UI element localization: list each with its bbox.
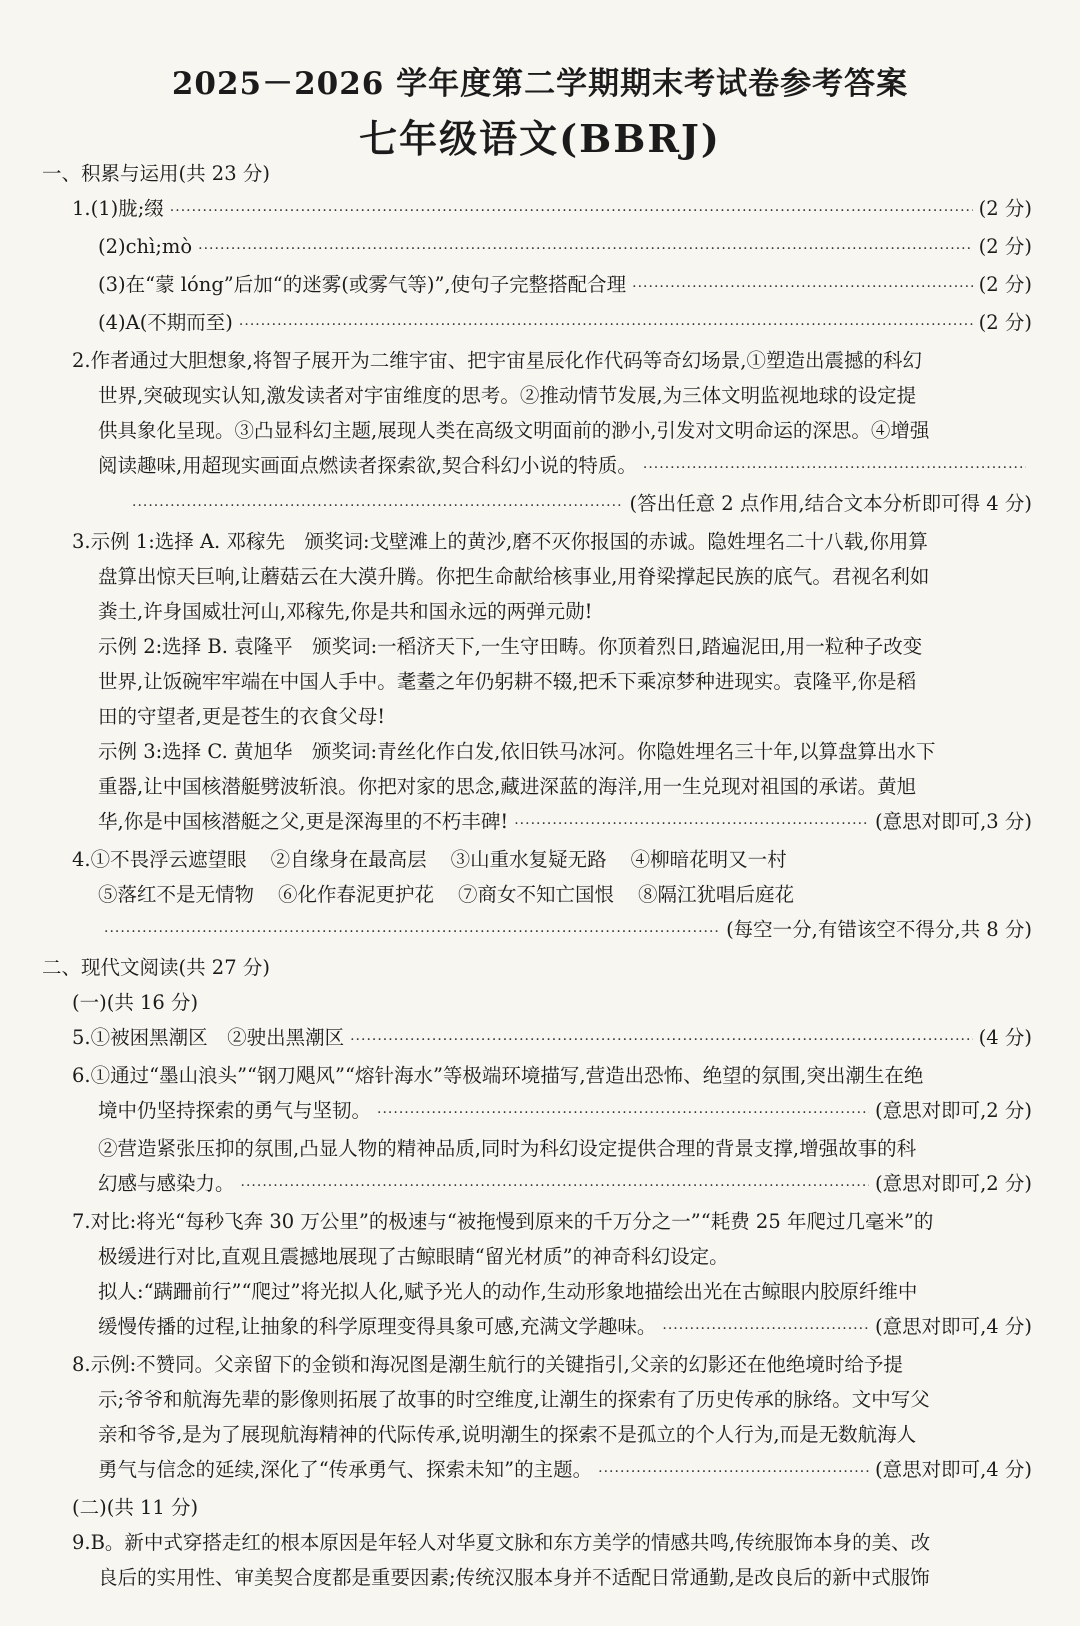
poem-line: ③山重水复疑无路	[450, 848, 607, 871]
poem-line: ⑥化作春泥更护花	[278, 883, 435, 906]
answer-text: 境中仍坚持探索的勇气与坚韧。	[98, 1099, 372, 1122]
answer-line	[98, 1452, 1032, 1490]
answer-line: 示例 3:选择 C. 黄旭华 颁奖词:青丝化作白发,依旧铁马冰河。你隐姓埋名三十年,以算盘算出水下	[98, 740, 936, 763]
part-heading: (二)(共 11 分)	[72, 1496, 199, 1519]
leader-dots	[598, 1455, 869, 1490]
answer-text: (3)在“蒙 lóng”后加“的迷雾(或雾气等)”,使句子完整搭配合理	[98, 273, 627, 296]
answer-line: 拟人:“蹒跚前行”“爬过”将光拟人化,赋予光人的动作,生动形象地描绘出光在古鲸眼内胶原纤维中	[98, 1280, 918, 1303]
answer-line	[98, 877, 1032, 912]
answer-line	[72, 842, 1032, 877]
answer-line: 盘算出惊天巨响,让蘑菇云在大漠升腾。你把生命献给核事业,用脊梁撑起民族的底气。君视名利如	[98, 565, 930, 588]
answer-line: 6.①通过“墨山浪头”“钢刀飓风”“熔针海水”等极端环境描写,营造出恐怖、绝望的氛围,突出潮生在绝	[72, 1064, 924, 1087]
answer-line: 世界,让饭碗牢牢端在中国人手中。耄耋之年仍躬耕不辍,把禾下乘凉梦种进现实。袁隆平,你是稻	[98, 670, 917, 693]
answer-text: 5.①被困黑潮区 ②驶出黑潮区	[72, 1026, 345, 1049]
answer-line: 亲和爷爷,是为了展现航海精神的代际传承,说明潮生的探索不是孤立的个人行为,而是无数航海人	[98, 1423, 917, 1446]
leader-dots	[350, 1023, 973, 1058]
section-heading: 二、现代文阅读(共 27 分)	[42, 956, 270, 979]
poem-line: 4.①不畏浮云遮望眼	[72, 848, 247, 871]
poem-line: ⑧隔江犹唱后庭花	[638, 883, 795, 906]
poem-line: ⑦商女不知亡国恨	[458, 883, 615, 906]
answer-line	[98, 229, 1032, 267]
leader-dots	[198, 232, 973, 267]
answer-line: 8.示例:不赞同。父亲留下的金锁和海况图是潮生航行的关键指引,父亲的幻影还在他绝境时给予提	[72, 1353, 903, 1376]
score-note: (2 分)	[978, 235, 1032, 258]
score-note: (意思对即可,2 分)	[874, 1172, 1032, 1195]
answer-line	[72, 1020, 1032, 1058]
score-note: (答出任意 2 点作用,结合文本分析即可得 4 分)	[629, 492, 1032, 515]
answer-text: 勇气与信念的延续,深化了“传承勇气、探索未知”的主题。	[98, 1458, 593, 1481]
answer-line: 重器,让中国核潜艇劈波斩浪。你把对家的思念,藏进深蓝的海洋,用一生兑现对祖国的承诺。黄旭	[98, 775, 917, 798]
answer-line: 7.对比:将光“每秒飞奔 30 万公里”的极速与“被拖慢到原来的千万分之一”“耗费 25 年爬过几毫米”的	[72, 1210, 934, 1233]
answer-line: 9.B。新中式穿搭走红的根本原因是年轻人对华夏文脉和东方美学的情感共鸣,传统服饰本身的美、改	[72, 1531, 931, 1554]
poem-line: ②自缘身在最高层	[270, 848, 427, 871]
answer-text: 华,你是中国核潜艇之父,更是深海里的不朽丰碑!	[98, 810, 509, 833]
part-heading: (一)(共 16 分)	[72, 991, 199, 1014]
leader-dots	[514, 807, 869, 842]
answer-text: 1.(1)胧;缀	[72, 197, 164, 220]
leader-dots	[632, 270, 973, 305]
poem-line: ④柳暗花明又一村	[630, 848, 787, 871]
answer-line: ②营造紧张压抑的氛围,凸显人物的精神品质,同时为科幻设定提供合理的背景支撑,增强故事的科	[98, 1137, 917, 1160]
answer-line	[104, 912, 1032, 950]
score-note: (4 分)	[978, 1026, 1032, 1049]
leader-dots	[170, 194, 973, 229]
answer-line: 3.示例 1:选择 A. 邓稼先 颁奖词:戈壁滩上的黄沙,磨不灭你报国的赤诚。隐姓埋名二十八载,你用算	[72, 530, 928, 553]
answer-line	[132, 486, 1032, 524]
answer-body	[42, 156, 1032, 1595]
section-heading: 一、积累与运用(共 23 分)	[42, 162, 270, 185]
score-note: (每空一分,有错该空不得分,共 8 分)	[726, 918, 1032, 941]
leader-dots	[662, 1312, 869, 1347]
answer-line: 田的守望者,更是苍生的衣食父母!	[98, 705, 386, 728]
answer-line	[72, 191, 1032, 229]
answer-line	[98, 1309, 1032, 1347]
score-note: (2 分)	[978, 273, 1032, 296]
answer-line	[98, 305, 1032, 343]
answer-text: 缓慢传播的过程,让抽象的科学原理变得具象可感,充满文学趣味。	[98, 1315, 657, 1338]
leader-dots	[239, 308, 973, 343]
answer-line: 示例 2:选择 B. 袁隆平 颁奖词:一稻济天下,一生守田畴。你顶着烈日,踏遍泥田,用一粒种子改变	[98, 635, 923, 658]
document-title: 2025－2026 学年度第二学期期末考试卷参考答案	[171, 66, 909, 102]
answer-line	[98, 448, 1032, 486]
answer-line: 供具象化呈现。③凸显科幻主题,展现人类在高级文明面前的渺小,引发对文明命运的深思。④增强	[98, 419, 930, 442]
answer-line	[98, 1166, 1032, 1204]
answer-line: 2.作者通过大胆想象,将智子展开为二维宇宙、把宇宙星辰化作代码等奇幻场景,①塑造出震撼的科幻	[72, 349, 923, 372]
poem-line: ⑤落红不是无情物	[98, 883, 255, 906]
leader-dots	[643, 451, 1026, 486]
answer-line	[98, 804, 1032, 842]
score-note: (意思对即可,2 分)	[874, 1099, 1032, 1122]
answer-line: 示;爷爷和航海先辈的影像则拓展了故事的时空维度,让潮生的探索有了历史传承的脉络。文中写父	[98, 1388, 930, 1411]
answer-text: 阅读趣味,用超现实画面点燃读者探索欲,契合科幻小说的特质。	[98, 454, 637, 477]
leader-dots	[377, 1096, 869, 1131]
leader-dots	[132, 489, 623, 524]
score-note: (意思对即可,4 分)	[874, 1315, 1032, 1338]
score-note: (意思对即可,3 分)	[874, 810, 1032, 833]
answer-line: 良后的实用性、审美契合度都是重要因素;传统汉服本身并不适配日常通勤,是改良后的新中式服饰	[98, 1566, 930, 1589]
answer-text: (4)A(不期而至)	[98, 311, 233, 334]
answer-text: (2)chì;mò	[98, 235, 193, 258]
answer-text: 幻感与感染力。	[98, 1172, 235, 1195]
answer-line: 极缓进行对比,直观且震撼地展现了古鲸眼睛“留光材质”的神奇科幻设定。	[98, 1245, 729, 1268]
leader-dots	[241, 1169, 869, 1204]
answer-line: 世界,突破现实认知,激发读者对宇宙维度的思考。②推动情节发展,为三体文明监视地球的设定提	[98, 384, 917, 407]
document-subtitle: 七年级语文(BBRJ)	[359, 116, 721, 161]
leader-dots	[104, 915, 720, 950]
answer-line	[98, 1093, 1032, 1131]
answer-line	[98, 267, 1032, 305]
score-note: (2 分)	[978, 197, 1032, 220]
score-note: (意思对即可,4 分)	[874, 1458, 1032, 1481]
score-note: (2 分)	[978, 311, 1032, 334]
answer-line: 粪土,许身国威壮河山,邓稼先,你是共和国永远的两弹元勋!	[98, 600, 593, 623]
